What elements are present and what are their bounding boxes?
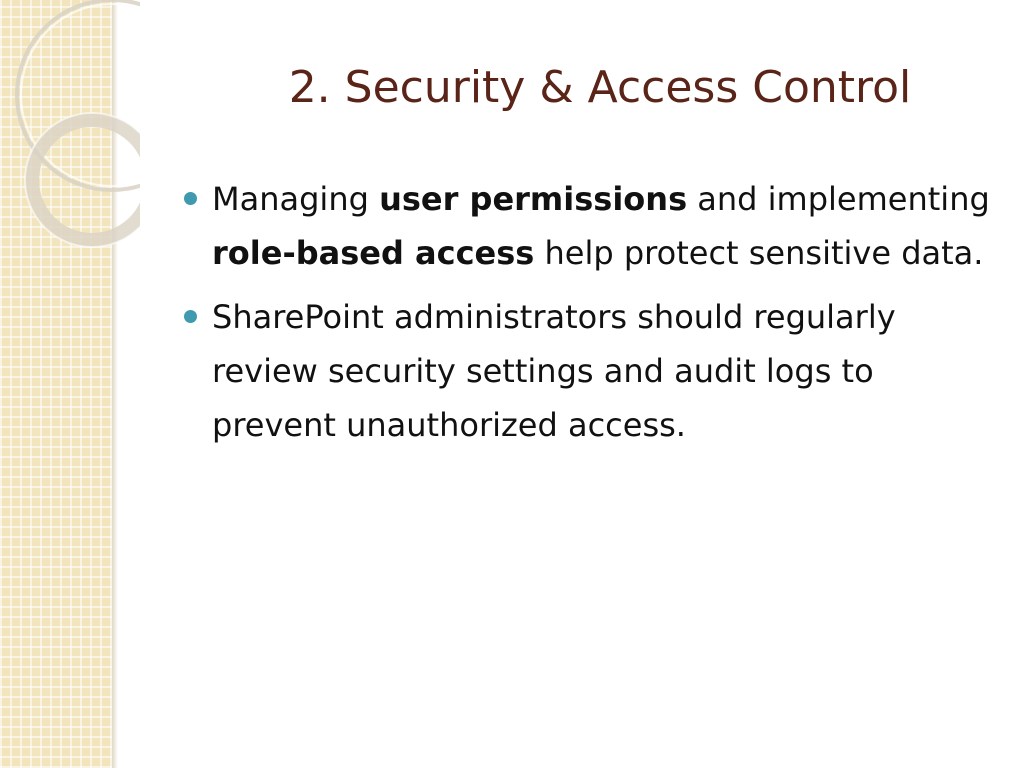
bullet-marker-icon <box>184 192 197 205</box>
bullet-list <box>182 172 992 462</box>
bullet-text-segment: and implementing <box>687 180 990 218</box>
bullet-item-administrators <box>182 290 992 452</box>
slide-title: 2. Security & Access Control <box>288 62 912 113</box>
bullet-text-segment: Managing <box>212 180 380 218</box>
decorative-rings <box>0 0 140 260</box>
bullet-text-bold: user permissions <box>379 180 688 218</box>
bullet-text-segment: help protect sensitive data. <box>534 234 984 272</box>
bullet-text-bold: role-based access <box>212 234 535 272</box>
bullet-text-segment: SharePoint administrators should regularly review security settings and audit logs to prevent unauthorized access. <box>212 298 896 444</box>
bullet-marker-icon <box>184 310 197 323</box>
bullet-item-permissions <box>182 172 992 280</box>
